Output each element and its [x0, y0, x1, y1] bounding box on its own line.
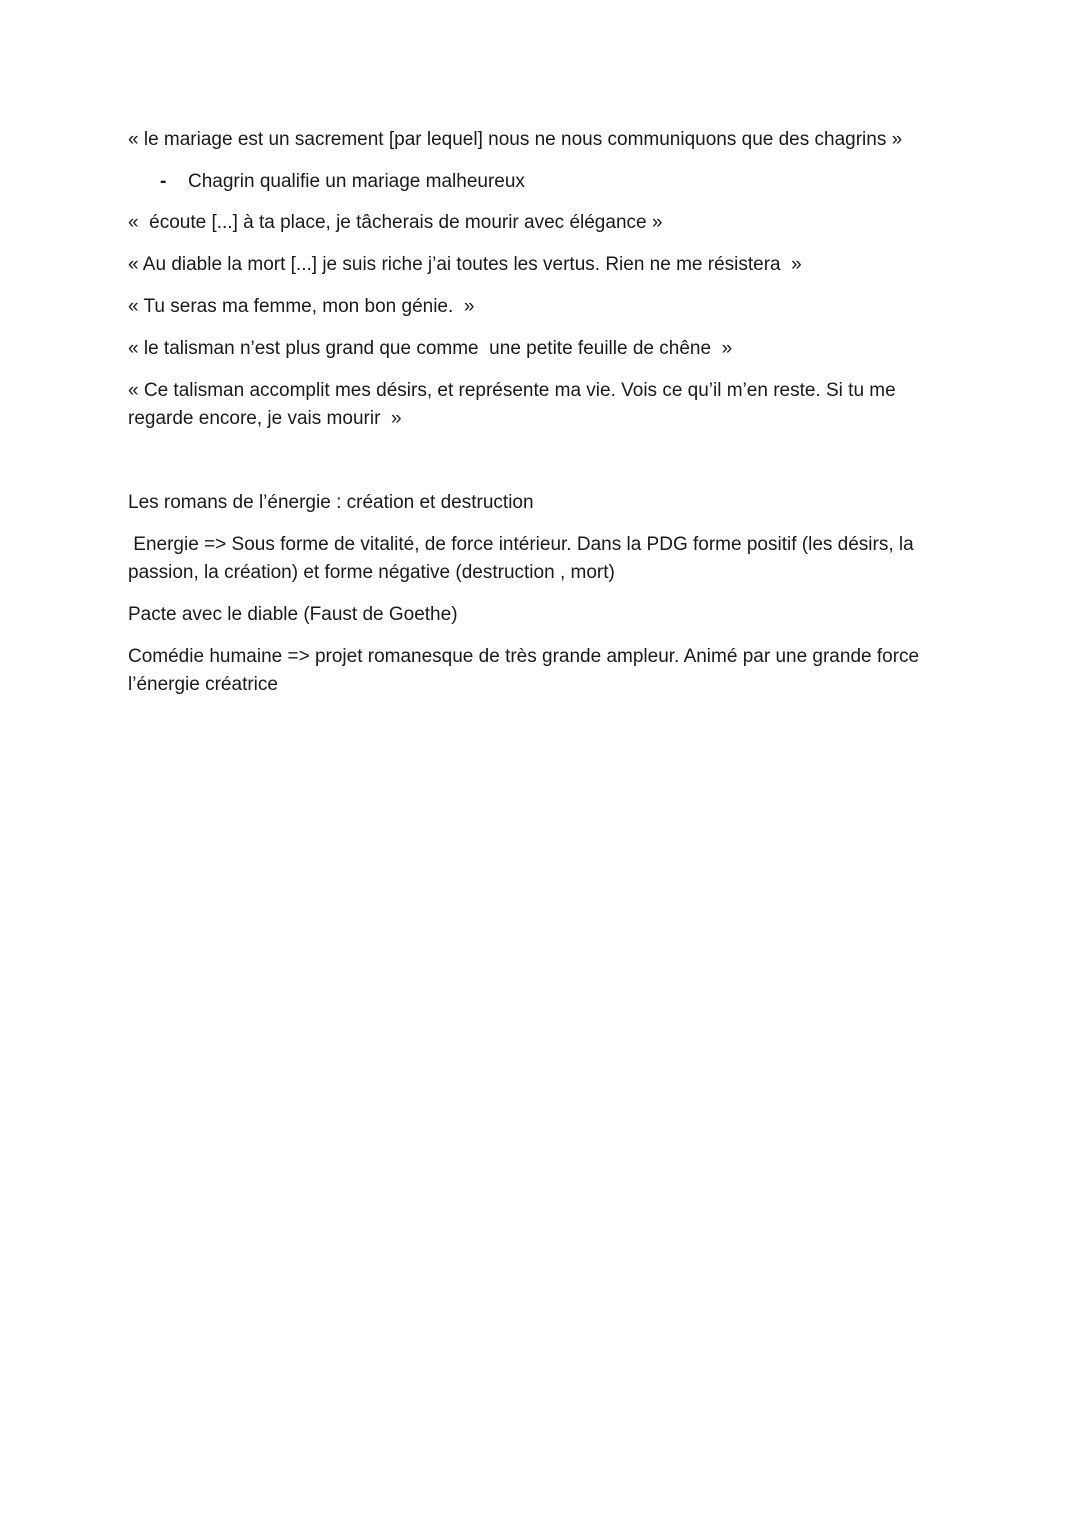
quote-ecoute: « écoute [...] à ta place, je tâcherais de mourir avec élégance »	[128, 212, 663, 233]
document-body	[128, 126, 958, 713]
bullet-text: Chagrin qualifie un mariage malheureux	[188, 171, 525, 192]
section-title: Les romans de l’énergie : création et destruction	[128, 492, 534, 513]
quote-au-diable: « Au diable la mort [...] je suis riche j’ai toutes les vertus. Rien ne me résistera »	[128, 254, 802, 275]
bullet-dash: -	[160, 171, 167, 192]
quote-talisman-desirs: « Ce talisman accomplit mes désirs, et représente ma vie. Vois ce qu’il m’en reste. Si tu me regarde encore, je vais mourir »	[128, 380, 901, 429]
quote-talisman-feuille: « le talisman n’est plus grand que comme une petite feuille de chêne »	[128, 338, 733, 359]
section-spacer	[128, 447, 958, 489]
bullet-item	[128, 168, 958, 196]
note-comedie: Comédie humaine => projet romanesque de très grande ampleur. Animé par une grande force l’énergie créatrice	[128, 646, 925, 695]
note-energie: Energie => Sous forme de vitalité, de force intérieur. Dans la PDG forme positif (les désirs, la passion, la création) et forme négative (destruction , mort)	[128, 534, 919, 583]
note-pacte: Pacte avec le diable (Faust de Goethe)	[128, 604, 458, 625]
quote-mariage: « le mariage est un sacrement [par lequel] nous ne nous communiquons que des chagrins »	[128, 129, 903, 150]
quote-femme: « Tu seras ma femme, mon bon génie. »	[128, 296, 475, 317]
